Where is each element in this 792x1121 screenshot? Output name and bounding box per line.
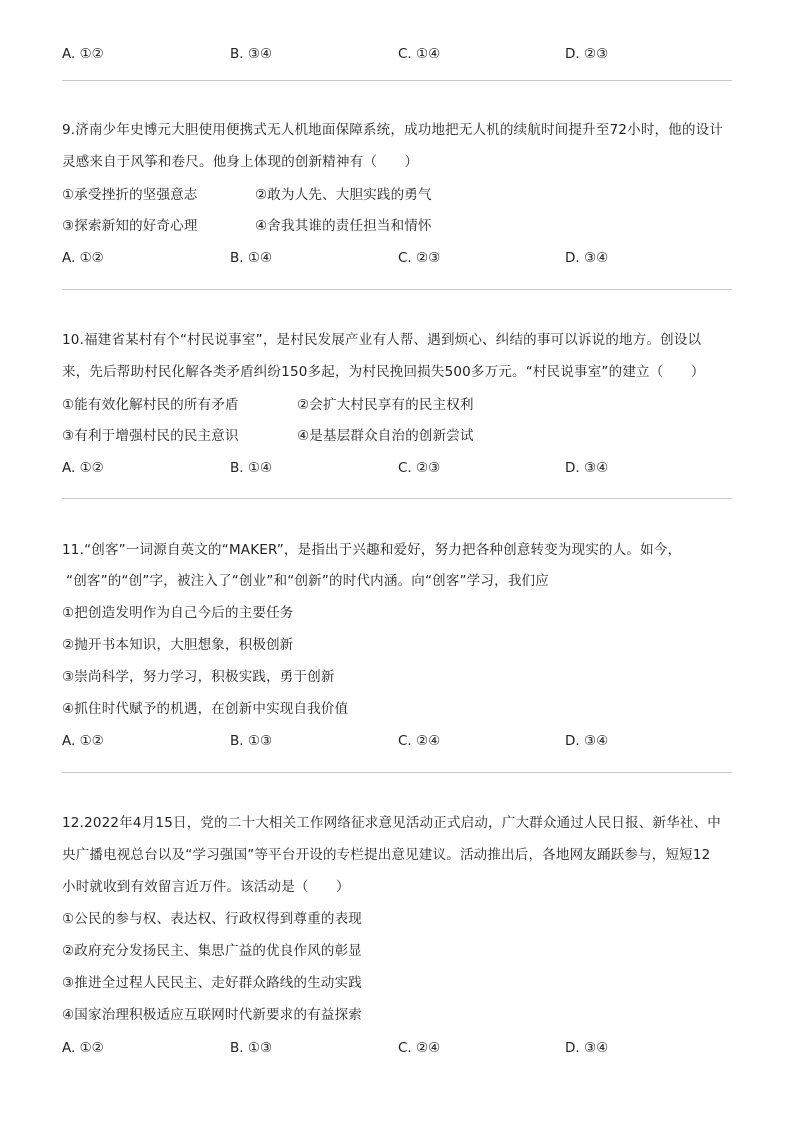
- answer-b[interactable]: B. ①③: [230, 733, 273, 749]
- answer-d[interactable]: D. ③④: [565, 733, 609, 749]
- choice-item: ③崇尚科学，努力学习，积极实践，勇于创新: [62, 669, 335, 685]
- choice-item: ③有利于增强村民的民主意识: [62, 428, 239, 444]
- question-stem-line: 小时就收到有效留言近万件。该活动是（ ）: [62, 879, 350, 895]
- question-stem-line: 9.济南少年史博元大胆使用便携式无人机地面保障系统，成功地把无人机的续航时间提升至72小时，他的设计: [62, 122, 724, 138]
- choice-item: ④舍我其谁的责任担当和情怀: [255, 218, 432, 234]
- question-stem-line: 央广播电视总台以及“学习强国”等平台开设的专栏提出意见建议。活动推出后，各地网友踊跃参与，短短12: [62, 847, 711, 863]
- choice-item: ④抓住时代赋予的机遇，在创新中实现自我价值: [62, 701, 349, 717]
- answer-d[interactable]: D. ③④: [565, 460, 609, 476]
- answer-a[interactable]: A. ①②: [62, 733, 104, 749]
- answer-d[interactable]: D. ③④: [565, 250, 609, 266]
- separator: [62, 80, 732, 81]
- answer-a[interactable]: A. ①②: [62, 460, 104, 476]
- separator: [62, 498, 732, 499]
- choice-item: ②政府充分发扬民主、集思广益的优良作风的彰显: [62, 943, 363, 959]
- separator: [62, 289, 732, 290]
- answer-b[interactable]: B. ①④: [230, 250, 273, 266]
- question-stem-line: “创客”的“创”字，被注入了“创业”和“创新”的时代内涵。向“创客”学习，我们应: [66, 573, 549, 589]
- question-stem-line: 12.2022年4月15日，党的二十大相关工作网络征求意见活动正式启动，广大群众通过人民日报、新华社、中: [62, 815, 721, 831]
- answer-a[interactable]: A. ①②: [62, 250, 104, 266]
- choice-item: ④国家治理积极适应互联网时代新要求的有益探索: [62, 1007, 363, 1023]
- choice-item: ④是基层群众自治的创新尝试: [297, 428, 474, 444]
- answer-a[interactable]: A. ①②: [62, 1040, 104, 1056]
- answer-c[interactable]: C. ②④: [398, 733, 441, 749]
- answer-b[interactable]: B. ③④: [230, 46, 273, 62]
- choice-item: ②敢为人先、大胆实践的勇气: [255, 187, 432, 203]
- choice-item: ①能有效化解村民的所有矛盾: [62, 397, 239, 413]
- answer-b[interactable]: B. ①③: [230, 1040, 273, 1056]
- choice-item: ①承受挫折的坚强意志: [62, 187, 198, 203]
- answer-b[interactable]: B. ①④: [230, 460, 273, 476]
- choice-item: ③探索新知的好奇心理: [62, 218, 198, 234]
- choice-item: ①公民的参与权、表达权、行政权得到尊重的表现: [62, 911, 363, 927]
- question-stem-line: 灵感来自于风筝和卷尺。他身上体现的创新精神有（ ）: [62, 154, 419, 170]
- answer-a[interactable]: A. ①②: [62, 46, 104, 62]
- answer-c[interactable]: C. ②④: [398, 1040, 441, 1056]
- separator: [62, 772, 732, 773]
- answer-c[interactable]: C. ②③: [398, 460, 441, 476]
- answer-c[interactable]: C. ①④: [398, 46, 441, 62]
- choice-item: ②抛开书本知识，大胆想象，积极创新: [62, 637, 294, 653]
- answer-d[interactable]: D. ③④: [565, 1040, 609, 1056]
- answer-d[interactable]: D. ②③: [565, 46, 609, 62]
- answer-c[interactable]: C. ②③: [398, 250, 441, 266]
- question-stem-line: 来，先后帮助村民化解各类矛盾纠纷150多起，为村民挽回损失500多万元。“村民说事室”的建立（ ）: [62, 364, 705, 380]
- choice-item: ③推进全过程人民民主、走好群众路线的生动实践: [62, 975, 363, 991]
- question-stem-line: 10.福建省某村有个“村民说事室”，是村民发展产业有人帮、遇到烦心、纠结的事可以诉说的地方。创设以: [62, 332, 702, 348]
- question-stem-line: 11.“创客”一词源自英文的“MAKER”，是指出于兴趣和爱好，努力把各种创意转变为现实的人。如今，: [62, 542, 682, 558]
- choice-item: ②会扩大村民享有的民主权利: [297, 397, 474, 413]
- choice-item: ①把创造发明作为自己今后的主要任务: [62, 605, 294, 621]
